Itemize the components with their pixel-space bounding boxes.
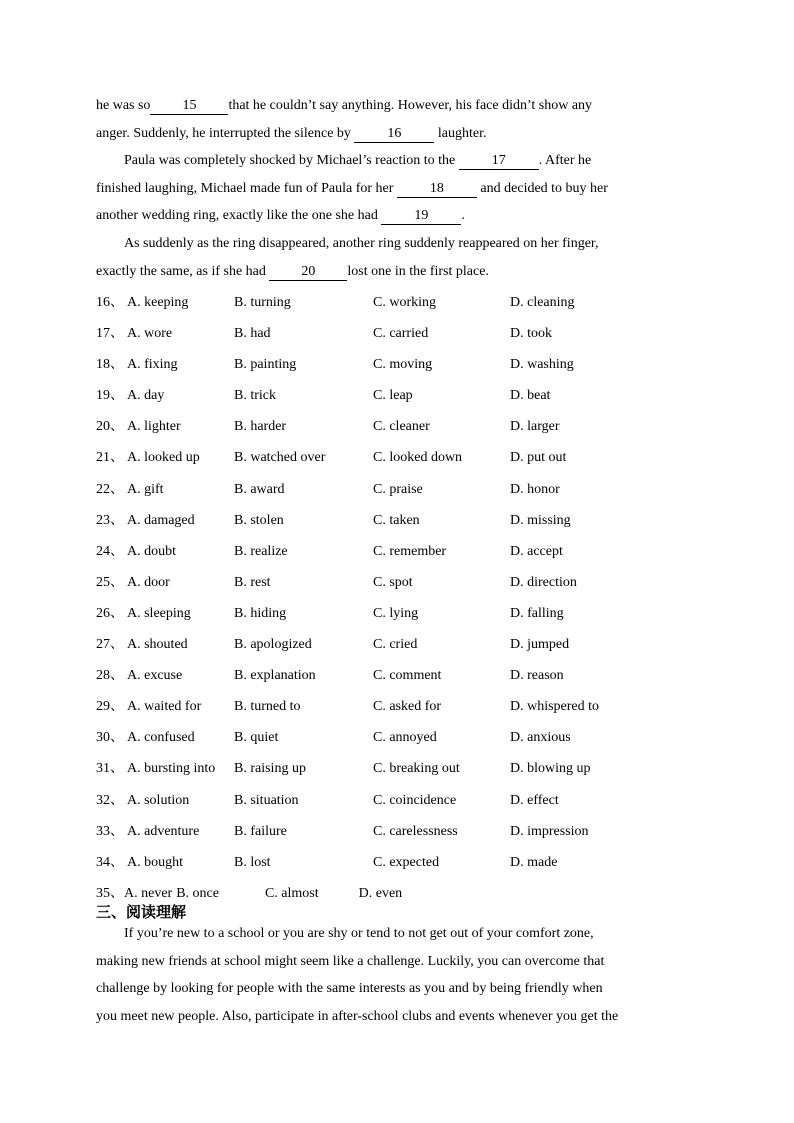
option-c: C. cried — [373, 637, 418, 653]
question-row — [96, 536, 706, 567]
option-c: C. leap — [373, 388, 413, 404]
question-number: 26、 — [96, 605, 124, 621]
question-row — [96, 318, 706, 349]
question-row — [96, 474, 706, 505]
question-number: 29、 — [96, 699, 124, 715]
option-b: B. failure — [234, 823, 287, 839]
option-b: B. turning — [234, 295, 291, 310]
option-b: B. once — [176, 885, 219, 901]
question-row — [96, 691, 706, 722]
question-number: 35、 — [96, 885, 124, 901]
option-b: B. explanation — [234, 668, 316, 684]
option-b: B. lost — [234, 854, 271, 870]
reading-passage — [96, 920, 696, 1030]
option-d: D. washing — [510, 357, 574, 373]
option-c: C. carelessness — [373, 823, 458, 839]
option-c: C. coincidence — [373, 792, 457, 808]
option-a: A. gift — [127, 481, 164, 497]
question-number: 31、 — [96, 761, 124, 777]
question-number: 19、 — [96, 388, 124, 404]
reading-line: challenge by looking for people with the same interests as you and by being friendly when — [96, 981, 603, 997]
blank-17: 17 — [459, 153, 539, 170]
question-row — [96, 505, 706, 536]
question-number: 20、 — [96, 419, 124, 435]
question-number: 33、 — [96, 823, 124, 839]
option-a: A. sleeping — [127, 605, 191, 621]
passage-line: he was so 15 that he couldn’t say anything. However, his face didn’t show any — [96, 98, 593, 113]
option-a: A. looked up — [127, 450, 200, 466]
question-number: 25、 — [96, 574, 124, 590]
question-row — [96, 816, 706, 847]
option-c: C. moving — [373, 357, 433, 373]
question-row — [96, 442, 706, 473]
option-c: C. cleaner — [373, 419, 430, 435]
option-b: B. apologized — [234, 637, 312, 653]
question-number: 22、 — [96, 481, 124, 497]
blank-20: 20 — [269, 264, 347, 281]
option-b: B. harder — [234, 419, 287, 435]
option-c: C. annoyed — [373, 730, 437, 746]
passage-line: exactly the same, as if she had 20 lost one in the first place. — [96, 263, 489, 279]
option-c: C. almost — [264, 885, 319, 901]
passage-line: As suddenly as the ring disappeared, another ring suddenly reappeared on her finger, — [124, 235, 599, 251]
option-a: A. doubt — [127, 543, 176, 559]
question-row — [96, 411, 706, 442]
option-d: D. missing — [510, 512, 571, 528]
option-c: C. taken — [373, 512, 420, 528]
option-a: A. confused — [127, 730, 195, 746]
question-row — [96, 753, 706, 784]
passage-line: finished laughing, Michael made fun of Paula for her 18 and decided to buy her — [96, 180, 608, 196]
option-d: D. anxious — [510, 730, 571, 746]
passage-line: another wedding ring, exactly like the one she had 19 . — [96, 208, 465, 224]
passage-line: Paula was completely shocked by Michael’s reaction to the 17 . After he — [124, 153, 592, 169]
option-b: B. watched over — [234, 450, 326, 466]
option-a: A. solution — [127, 792, 190, 808]
option-c: C. carried — [373, 326, 429, 342]
option-a: A. bought — [127, 854, 183, 870]
option-d: D. falling — [510, 605, 564, 621]
option-b: B. hiding — [234, 605, 287, 621]
option-b: B. stolen — [234, 512, 284, 528]
option-d: D. whispered to — [510, 699, 600, 715]
option-d: D. direction — [510, 574, 577, 590]
option-c: C. expected — [373, 854, 440, 870]
question-number: 17、 — [96, 326, 124, 342]
question-number: 34、 — [96, 854, 124, 870]
option-a: A. lighter — [127, 419, 181, 435]
question-number: 30、 — [96, 730, 124, 746]
question-row — [96, 629, 706, 660]
option-d: D. impression — [510, 823, 589, 839]
option-c: C. spot — [373, 574, 413, 590]
question-row — [96, 567, 706, 598]
option-a: A. waited for — [127, 699, 202, 715]
blank-16: 16 — [354, 126, 434, 143]
option-a: A. keeping — [127, 295, 189, 310]
option-d: D. effect — [510, 792, 559, 808]
reading-line: making new friends at school might seem like a challenge. Luckily, you can overcome that — [96, 953, 605, 969]
option-d: D. jumped — [510, 637, 570, 653]
reading-line: you meet new people. Also, participate in after-school clubs and events whenever you get the — [96, 1008, 619, 1024]
option-c: C. working — [373, 295, 436, 310]
option-d: D. larger — [510, 419, 560, 435]
option-b: B. turned to — [234, 699, 301, 715]
question-number: 27、 — [96, 637, 124, 653]
option-c: C. comment — [373, 668, 442, 684]
option-a: A. bursting into — [127, 761, 216, 777]
option-b: B. award — [234, 481, 285, 497]
question-number: 23、 — [96, 512, 124, 528]
question-number: 32、 — [96, 792, 124, 808]
question-row — [96, 660, 706, 691]
option-a: A. wore — [127, 326, 173, 342]
option-d: D. honor — [510, 481, 560, 497]
option-b: B. painting — [234, 357, 297, 373]
option-b: B. rest — [234, 574, 271, 590]
question-row — [96, 722, 706, 753]
passage-line: anger. Suddenly, he interrupted the silence by 16 laughter. — [96, 125, 487, 141]
blank-18: 18 — [397, 181, 477, 198]
option-a: A. damaged — [127, 512, 195, 528]
option-d: D. reason — [510, 668, 564, 684]
option-b: B. had — [234, 326, 271, 342]
option-b: B. realize — [234, 543, 288, 559]
question-row — [96, 287, 706, 318]
option-d: D. took — [510, 326, 552, 342]
answer-options — [96, 287, 706, 909]
option-c: C. remember — [373, 543, 447, 559]
question-row — [96, 785, 706, 816]
option-a: A. shouted — [127, 637, 188, 653]
option-a: A. fixing — [127, 357, 178, 373]
option-d: D. blowing up — [510, 761, 591, 777]
cloze-passage — [96, 92, 696, 285]
option-d: D. beat — [510, 388, 551, 404]
question-number: 28、 — [96, 668, 124, 684]
option-a: A. door — [127, 574, 170, 590]
option-a: A. adventure — [127, 823, 200, 839]
option-d: D. even — [358, 885, 403, 901]
option-c: C. breaking out — [373, 761, 460, 777]
option-c: C. praise — [373, 481, 423, 497]
option-c: C. asked for — [373, 699, 442, 715]
option-d: D. made — [510, 854, 558, 870]
section-title: 三、阅读理解 — [96, 903, 187, 921]
question-number: 18、 — [96, 357, 124, 373]
question-row — [96, 380, 706, 411]
option-a: A. never — [124, 885, 173, 901]
option-b: B. quiet — [234, 730, 279, 746]
question-row — [96, 598, 706, 629]
blank-19: 19 — [381, 208, 461, 225]
option-b: B. trick — [234, 388, 276, 404]
question-row — [96, 878, 706, 909]
blank-15: 15 — [150, 98, 228, 115]
option-b: B. raising up — [234, 761, 306, 777]
question-number: 24、 — [96, 543, 124, 559]
question-number: 21、 — [96, 450, 124, 466]
option-a: A. excuse — [127, 668, 183, 684]
option-a: A. day — [127, 388, 165, 404]
question-row — [96, 349, 706, 380]
reading-line: If you’re new to a school or you are shy or tend to not get out of your comfort zone, — [124, 926, 594, 941]
option-b: B. situation — [234, 792, 299, 808]
question-row — [96, 847, 706, 878]
option-d: D. cleaning — [510, 295, 575, 310]
option-c: C. lying — [373, 605, 419, 621]
option-d: D. put out — [510, 450, 567, 466]
question-number: 16、 — [96, 295, 124, 310]
option-c: C. looked down — [373, 450, 463, 466]
option-d: D. accept — [510, 543, 563, 559]
